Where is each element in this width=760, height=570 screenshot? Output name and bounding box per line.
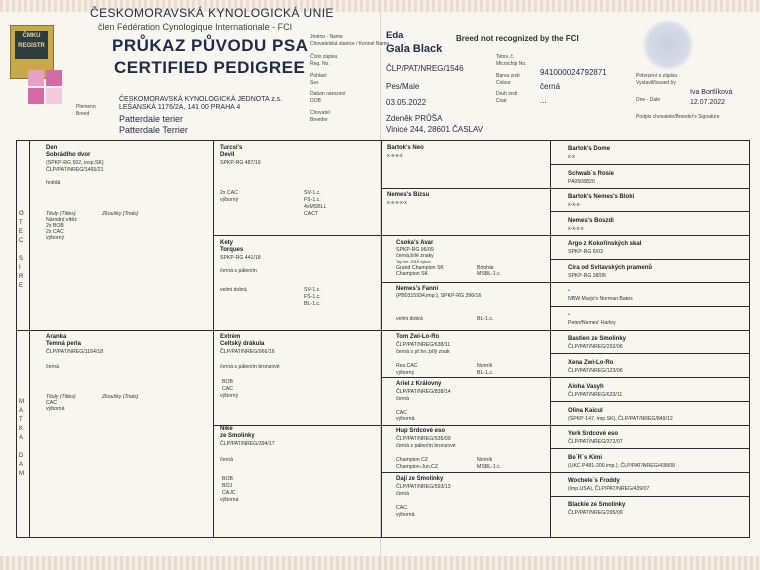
plemeno-label: Plemeno [76,104,96,110]
g4-note: SPKP-RG 38/06 [568,273,606,279]
dam-ggd1-colour: černá [396,396,409,402]
sire-dam-name: Kety [220,240,234,246]
g4-name: Wochele´s Froddy [568,478,620,484]
dam-trials-label: Zkoušky (Trials) [102,394,139,400]
g4-name: Aloha Vasyh [568,384,604,390]
dam-ggs2-trial: Norník [477,457,493,463]
coat-label-en: Coat [496,98,507,104]
g4-note: SPKP-RG 6/03 [568,249,603,255]
g4-note: Peter/Nemes' Harley [568,320,616,326]
g4-name: Cira od Svitavských pramenů [568,265,653,271]
breeder-address: Vinice 244, 28601 ČASLAV [386,125,484,134]
g4-name: Xena Zwi-Lo-Ro [568,360,614,366]
dam-dam-reg: ČLP/PAT/NREG/394/17 [220,441,275,447]
sire-reg-2: ČLP/PAT/NREG/1465/21 [46,167,104,173]
ggs2-reg: SPKP-RG 96/09 [396,247,434,253]
dam-ggs1-colour: černá s př.hn.,bílý znak [396,349,450,355]
dam-reg: ČLP/PAT/NREG/1164/18 [46,349,104,355]
dam-ggd1-note: CAC [396,410,407,416]
dam-dam-note: BOB [222,476,233,482]
dam-titles-label: Tituly (Titles) [46,394,76,400]
dam-ggd1-note: výborná [396,416,415,422]
dam-title: CAC [46,400,57,406]
sire-sire-note: 2x CAC [220,190,238,196]
g4-note: ČLP/PAT/NREG/295/09 [568,510,623,516]
ggd2-note: velmi dobrá [396,316,423,322]
sire-dam-trial: FS-1.c. [304,294,321,300]
not-recognized-note: Breed not recognized by the FCI [456,34,579,43]
dam-ggd2-colour: černá [396,491,409,497]
colour-label: Barva srsti [496,73,520,79]
sex-label-en: Sex [310,80,319,86]
g4-name: Bartok's Nemes's Bloki [568,194,635,200]
sire-sire-name-2: Devil [220,152,235,158]
dam-name-2: Temná perla [46,341,81,347]
logo-text: ČMKU REGISTR [15,31,48,59]
dam-ggs1-name: Tom Zwi-Lo-Ro [396,334,440,340]
issued-date: 12.07.2022 [690,99,726,106]
ggd2-name: Nemes's Fanni [396,286,439,292]
sire-sire-trial: 4xMSBLL [304,204,327,210]
sire-sire-trial: CACT [304,211,319,217]
dob-label-en: DOB [310,98,321,104]
sire-kennel: Sobrádlho dvor [46,152,91,158]
g4-name: - [568,288,570,294]
ggs2-top: Top ter. 2010 výkon [396,259,431,264]
name-label: Jméno - Name [310,34,343,40]
g4-note: ČLP/PAT/NREG/123/06 [568,368,623,374]
sire-name: Den [46,145,58,151]
dam-title: výborná [46,406,65,412]
dam-colour: černá [46,364,59,370]
dam-ggs2-champ: Champion CZ [396,457,429,463]
confirm-label: Potvrzení o zápisu [636,73,678,79]
dam-ggd1-reg: ČLP/PAT/NREG/838/14 [396,389,451,395]
sire-sire-reg: SPKP-RG 487/19 [220,160,261,166]
g4-note: PA0508820 [568,179,595,185]
dam-ggs2-colour: černá s pálením bronzové [396,443,456,449]
colour-label-en: Colour [496,80,511,86]
g4-name: Yerk Srdcové eso [568,431,619,437]
sire-colour: hnědá [46,180,61,186]
dam-sire-note: BOB [222,379,233,385]
dam-ggd2-name: Dají ze Smolinky [396,476,444,482]
g4-note: x-x-x- [568,202,581,208]
breed-en: Patterdale Terrier [119,125,188,135]
dam-ggs2-reg: ČLP/PAT/NREG/535/09 [396,436,451,442]
g4-note: (imp.USA), ČLP/PAT/NREG/439/07 [568,486,650,492]
dam-sire-name: Extrém [220,334,241,340]
dam-side-label: M A T K A D A M [19,399,24,477]
g4-name: Schwab´s Rosie [568,171,615,177]
reg-label-en: Reg. No. [310,61,330,67]
g4-note: (UKC P481-200 imp.), ČLP/PAT/NREG/438/08 [568,463,676,469]
breeder-name: Zdeněk PRŮŠA [386,114,443,123]
sire-trials-label: Zkoušky (Trials) [102,211,139,217]
ggs2-name: Csoka's Avar [396,240,434,246]
micro-label: Microchip No. [496,61,527,67]
official-stamp [640,20,696,70]
sire-dam-colour: černá s pálením [220,268,257,274]
kennel-label: Chovatelská stanice / Kennel Name [310,41,390,47]
dam-ggs2-name: Hup Srdcové eso [396,428,446,434]
cmkj-logo [28,70,64,106]
sire-title: výborný [46,235,65,241]
org-name: ČESKOMORAVSKÁ KYNOLOGICKÁ UNIE [90,6,334,20]
breed-label: Breed [76,111,90,117]
ggd1-name: Nemes's Bizsu [387,192,430,198]
pedigree-table [16,140,750,538]
dam-dam-note: výborná [220,497,239,503]
issuer-line-2: LEŠANSKÁ 1176/2A, 141 00 PRAHA 4 [119,104,241,111]
g4-name: Nemes's Boszdi [568,218,614,224]
sire-dam-name-2: Torques [220,247,244,253]
sex-value: Pes/Male [386,82,420,91]
date-label: Dne - Date [636,97,661,103]
sex-label: Pohlaví [310,73,327,79]
dam-dam-note: BOJ [222,483,233,489]
org-fci: člen Fédération Cynologique Internationale - FCI [98,22,293,32]
sire-title: Národní vítěz [46,217,77,223]
ggs1-note: x-x-x-x [387,153,403,159]
dob-value: 03.05.2022 [386,98,427,107]
dob-label: Datum narození [310,91,346,97]
g4-note: ČLP/PAT/NREG/292/06 [568,344,623,350]
sire-sire-name: Turcsi's [220,145,243,151]
dam-dam-name-2: ze Smolinky [220,433,255,439]
ggd1-note: x-x-x-x-x [387,200,407,206]
dam-ggs1-note: výborný [396,370,415,376]
g4-name: Olina Kaicul [568,408,603,414]
g4-note: x-x-x-x [568,226,584,232]
g4-note: ČLP/PAT/NREG/372/07 [568,439,623,445]
reg-label: Číslo zápisu [310,54,338,60]
signature-label: Podpis chovatele/Breeder's Signature [636,114,720,120]
sire-sire-note: výborný [220,197,239,203]
sire-sire-trial: FS-1.c. [304,197,321,203]
dam-ggd1-name: Ariel z Královny [396,381,442,387]
g4-note: ČLP/PAT/NREG/633/11 [568,392,623,398]
sire-dam-note: velmi dobrá [220,287,247,293]
g4-name: Bastien ze Smolinky [568,336,627,342]
sire-reg: (SPKP-RG 502, insp.SK) [46,160,104,166]
ggd2-note: BL-1.c. [477,316,494,322]
dam-sire-note: výborný [220,393,239,399]
ggs2-colour: černá,bílé znaky [396,253,434,259]
dam-sire-reg: ČLP/PAT/NREG/966/16 [220,349,275,355]
g4-name: Bartok's Dome [568,146,611,152]
tattoo-label: Tetov. č. [496,54,515,60]
ggd2-reg: (PB0315934,imp.), SPKP-RG 396/16 [396,293,482,299]
sire-side-label: O T E C S I R E [19,211,24,289]
g4-note: x-x [568,154,575,160]
dam-ggd2-reg: ČLP/PAT/NREG/593/13 [396,484,451,490]
dam-dam-name: Nike [220,426,233,432]
coat-label: Druh srsti [496,91,518,97]
ggs2-trial: MSBL-1.c. [477,271,502,277]
dam-ggs1-trial: BL-1.c. [477,370,494,376]
ggs1-name: Bartok's Neo [387,145,424,151]
breeder-label-en: Breeder [310,117,328,123]
sire-dam-trial: BL-1.c. [304,301,321,307]
place-label: Vystavil/Issued by [636,80,676,86]
dam-sire-colour: černá s pálením bronzové [220,364,280,370]
ggs2-champ: Grand Champion SK [396,265,444,271]
dam-ggd2-note: CAC [396,505,407,511]
dam-sire-name-2: Celtský drákula [220,341,265,347]
dam-ggs2-trial: MSBL-1.c. [477,464,502,470]
chip-no: 941000024792871 [540,68,607,77]
issuer-line-1: ČESKOMORAVSKÁ KYNOLOGICKÁ JEDNOTA z.s. [119,96,283,103]
breed-cz: Patterdale terier [119,114,184,124]
dam-ggs2-champ: Champion-Jun.CZ [396,464,439,470]
ggs2-trial: Brlohár [477,265,494,271]
sire-titles-label: Tituly (Titles) [46,211,76,217]
dam-name: Aranka [46,334,67,340]
reg-no: ČLP/PAT/NREG/1546 [386,64,464,73]
dog-name-1: Eda [386,30,404,41]
issued-by: Iva Bortlíková [690,89,733,96]
breeder-label: Chovatel [310,110,330,116]
dam-dam-note: CAJC [222,490,236,496]
g4-name: - [568,312,570,318]
sire-title: 2x BOB [46,223,64,229]
g4-note: (SPKP-147, imp.SK), ČLP/PAT/NREG/849/12 [568,416,673,422]
sire-dam-reg: SPKP-RG 441/18 [220,255,261,261]
dam-sire-note: CAC [222,386,233,392]
ggs2-champ: Champion SK [396,271,429,277]
dog-name-2: Gala Black [386,43,443,55]
dam-ggs1-note: Res.CAC [396,363,418,369]
g4-name: Be´R´s Kimi [568,455,603,461]
sire-title: 2x CAC [46,229,64,235]
g4-note: NBW Marjo's Norman Bates [568,296,633,302]
dam-dam-colour: černá [220,457,233,463]
coat-value: ... [540,96,547,105]
sire-dam-trial: SV-1.c. [304,287,321,293]
dam-ggs1-trial: Norník [477,363,493,369]
g4-name: Argo z Kokořínských skal [568,241,642,247]
title-cz: PRŮKAZ PŮVODU PSA [112,36,309,55]
title-en: CERTIFIED PEDIGREE [114,58,306,77]
dam-ggd2-note: výborná [396,512,415,518]
colour-value: černá [540,82,561,91]
g4-name: Blackie ze Smolinky [568,502,626,508]
sire-sire-trial: SV-1.c. [304,190,321,196]
dam-ggs1-reg: ČLP/PAT/NREG/638/11 [396,342,451,348]
